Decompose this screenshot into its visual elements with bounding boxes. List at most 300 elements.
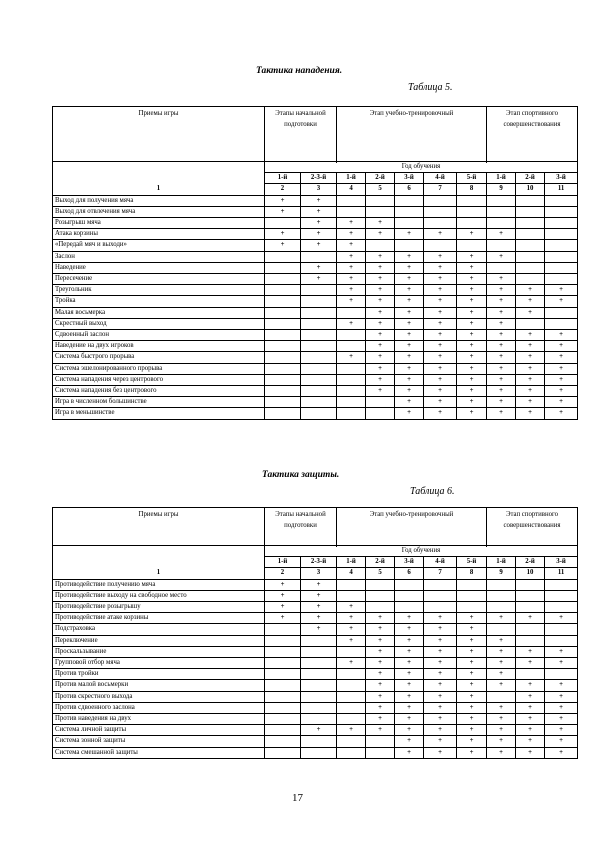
mark-cell: [366, 590, 395, 601]
mark-cell: +: [301, 579, 337, 590]
mark-cell: [457, 590, 487, 601]
mark-cell: [545, 602, 578, 613]
mark-cell: +: [516, 691, 545, 702]
mark-cell: [366, 579, 395, 590]
mark-cell: +: [301, 274, 337, 285]
mark-cell: [395, 602, 424, 613]
mark-cell: +: [424, 296, 457, 307]
mark-cell: [265, 408, 301, 419]
mark-cell: [301, 296, 337, 307]
mark-cell: +: [487, 374, 516, 385]
table-row: [53, 296, 578, 307]
mark-cell: [395, 195, 424, 206]
mark-cell: [265, 352, 301, 363]
mark-cell: +: [395, 646, 424, 657]
mark-cell: +: [337, 251, 366, 262]
mark-cell: [516, 669, 545, 680]
header-stage-training: Этап учебно-тренировочный: [337, 107, 487, 162]
mark-cell: [301, 374, 337, 385]
table-row: [53, 397, 578, 408]
mark-cell: +: [424, 702, 457, 713]
mark-cell: +: [457, 624, 487, 635]
table-row: [53, 680, 578, 691]
mark-cell: +: [487, 341, 516, 352]
technique-name: Выход для отвлечения мяча: [53, 206, 265, 217]
mark-cell: [516, 602, 545, 613]
year-cell: 1-й: [337, 173, 366, 184]
mark-cell: +: [337, 613, 366, 624]
mark-cell: +: [487, 408, 516, 419]
mark-cell: +: [395, 624, 424, 635]
mark-cell: +: [301, 262, 337, 273]
mark-cell: [545, 579, 578, 590]
mark-cell: [395, 218, 424, 229]
technique-name: Розыгрыш мяча: [53, 218, 265, 229]
technique-name: Против тройки: [53, 669, 265, 680]
mark-cell: +: [516, 658, 545, 669]
mark-cell: +: [301, 725, 337, 736]
mark-cell: +: [457, 229, 487, 240]
mark-cell: +: [424, 262, 457, 273]
mark-cell: [424, 590, 457, 601]
mark-cell: [301, 307, 337, 318]
mark-cell: +: [457, 341, 487, 352]
year-label: Год обучения: [265, 162, 578, 173]
mark-cell: [516, 218, 545, 229]
mark-cell: +: [487, 646, 516, 657]
table5: [52, 106, 578, 420]
year-cell: 2-й: [516, 557, 545, 568]
technique-name: Система нападения через центрового: [53, 374, 265, 385]
mark-cell: [265, 635, 301, 646]
mark-cell: [265, 669, 301, 680]
technique-name: Переключение: [53, 635, 265, 646]
mark-cell: +: [516, 702, 545, 713]
column-number-cell: 4: [337, 568, 366, 579]
technique-name: Скрестный выход: [53, 318, 265, 329]
table-row: [53, 363, 578, 374]
year-cell: 2-3-й: [301, 173, 337, 184]
technique-name: Против малой восьмерки: [53, 680, 265, 691]
mark-cell: [301, 669, 337, 680]
mark-cell: +: [457, 262, 487, 273]
mark-cell: +: [395, 680, 424, 691]
technique-name: Атака корзины: [53, 229, 265, 240]
table-row: [53, 341, 578, 352]
mark-cell: +: [424, 363, 457, 374]
mark-cell: +: [395, 747, 424, 758]
mark-cell: +: [516, 374, 545, 385]
table-row: [53, 714, 578, 725]
mark-cell: +: [424, 330, 457, 341]
mark-cell: +: [545, 691, 578, 702]
mark-cell: [424, 206, 457, 217]
mark-cell: +: [424, 646, 457, 657]
mark-cell: +: [457, 635, 487, 646]
mark-cell: +: [395, 613, 424, 624]
mark-cell: +: [457, 680, 487, 691]
mark-cell: +: [457, 725, 487, 736]
mark-cell: +: [395, 736, 424, 747]
mark-cell: +: [265, 240, 301, 251]
mark-cell: +: [545, 397, 578, 408]
mark-cell: +: [337, 318, 366, 329]
mark-cell: [337, 702, 366, 713]
mark-cell: [337, 206, 366, 217]
table-row: [53, 646, 578, 657]
mark-cell: +: [301, 229, 337, 240]
table-row: [53, 658, 578, 669]
mark-cell: +: [516, 307, 545, 318]
mark-cell: +: [366, 613, 395, 624]
mark-cell: +: [424, 635, 457, 646]
mark-cell: [301, 714, 337, 725]
technique-name: Сдвоенный заслон: [53, 330, 265, 341]
mark-cell: +: [301, 602, 337, 613]
header-col1: Приемы игры: [53, 107, 265, 162]
mark-cell: [265, 374, 301, 385]
mark-cell: [457, 240, 487, 251]
mark-cell: +: [366, 262, 395, 273]
mark-cell: +: [487, 307, 516, 318]
mark-cell: +: [457, 330, 487, 341]
mark-cell: [487, 590, 516, 601]
table-row: [53, 262, 578, 273]
mark-cell: +: [366, 307, 395, 318]
table6: [52, 507, 578, 759]
technique-name: Против сдвоенного заслона: [53, 702, 265, 713]
header-col1: Приемы игры: [53, 508, 265, 546]
mark-cell: +: [516, 613, 545, 624]
mark-cell: +: [516, 725, 545, 736]
mark-cell: +: [457, 658, 487, 669]
mark-cell: +: [487, 680, 516, 691]
mark-cell: +: [457, 307, 487, 318]
mark-cell: +: [516, 330, 545, 341]
mark-cell: +: [487, 229, 516, 240]
technique-name: Групповой отбор мяча: [53, 658, 265, 669]
mark-cell: +: [457, 296, 487, 307]
year-cell: 5-й: [457, 557, 487, 568]
column-number-cell: 8: [457, 568, 487, 579]
table-row: [53, 195, 578, 206]
mark-cell: [265, 296, 301, 307]
mark-cell: [337, 669, 366, 680]
mark-cell: [301, 386, 337, 397]
mark-cell: [301, 646, 337, 657]
column-number-cell: 9: [487, 568, 516, 579]
mark-cell: +: [337, 240, 366, 251]
mark-cell: +: [457, 318, 487, 329]
mark-cell: +: [487, 613, 516, 624]
mark-cell: +: [265, 579, 301, 590]
year-cell: 1-й: [337, 557, 366, 568]
mark-cell: +: [301, 613, 337, 624]
mark-cell: [424, 218, 457, 229]
mark-cell: [301, 680, 337, 691]
mark-cell: [265, 262, 301, 273]
mark-cell: +: [545, 285, 578, 296]
mark-cell: [366, 397, 395, 408]
mark-cell: +: [516, 386, 545, 397]
mark-cell: [516, 195, 545, 206]
mark-cell: [301, 318, 337, 329]
mark-cell: +: [366, 285, 395, 296]
mark-cell: +: [265, 195, 301, 206]
technique-name: Противодействие выходу на свободное место: [53, 590, 265, 601]
table-row: [53, 725, 578, 736]
mark-cell: +: [545, 341, 578, 352]
mark-cell: [516, 635, 545, 646]
technique-name: Треугольник: [53, 285, 265, 296]
mark-cell: +: [424, 747, 457, 758]
mark-cell: +: [337, 352, 366, 363]
table-row: [53, 285, 578, 296]
mark-cell: [265, 747, 301, 758]
header-stage-training: Этап учебно-тренировочный: [337, 508, 487, 546]
mark-cell: +: [424, 229, 457, 240]
mark-cell: +: [301, 206, 337, 217]
mark-cell: +: [457, 374, 487, 385]
mark-cell: +: [395, 635, 424, 646]
mark-cell: [457, 602, 487, 613]
year-cell: 3-й: [395, 173, 424, 184]
mark-cell: +: [516, 296, 545, 307]
year-cell: 2-й: [366, 173, 395, 184]
mark-cell: [424, 602, 457, 613]
mark-cell: [265, 624, 301, 635]
mark-cell: [337, 195, 366, 206]
mark-cell: +: [487, 363, 516, 374]
mark-cell: [516, 318, 545, 329]
mark-cell: +: [424, 285, 457, 296]
column-number-cell: 11: [545, 568, 578, 579]
mark-cell: [487, 602, 516, 613]
mark-cell: +: [487, 747, 516, 758]
table-row: [53, 251, 578, 262]
mark-cell: [545, 274, 578, 285]
mark-cell: [457, 206, 487, 217]
year-cell: 3-й: [545, 173, 578, 184]
mark-cell: +: [395, 363, 424, 374]
mark-cell: +: [424, 714, 457, 725]
mark-cell: +: [366, 624, 395, 635]
mark-cell: +: [395, 262, 424, 273]
mark-cell: +: [337, 274, 366, 285]
mark-cell: +: [265, 229, 301, 240]
mark-cell: +: [545, 296, 578, 307]
table-row: [53, 613, 578, 624]
mark-cell: +: [457, 714, 487, 725]
mark-cell: [545, 206, 578, 217]
technique-name: Пересечение: [53, 274, 265, 285]
mark-cell: +: [545, 374, 578, 385]
mark-cell: +: [395, 296, 424, 307]
mark-cell: [424, 240, 457, 251]
mark-cell: +: [457, 285, 487, 296]
mark-cell: [545, 624, 578, 635]
mark-cell: [265, 397, 301, 408]
mark-cell: [301, 341, 337, 352]
technique-name: Система личной защиты: [53, 725, 265, 736]
mark-cell: [337, 579, 366, 590]
mark-cell: [516, 229, 545, 240]
mark-cell: +: [366, 229, 395, 240]
table-row: [53, 736, 578, 747]
mark-cell: +: [487, 736, 516, 747]
mark-cell: [265, 363, 301, 374]
mark-cell: [265, 251, 301, 262]
mark-cell: +: [487, 274, 516, 285]
mark-cell: +: [395, 669, 424, 680]
mark-cell: +: [301, 590, 337, 601]
mark-cell: +: [424, 274, 457, 285]
mark-cell: [545, 307, 578, 318]
technique-name: Система зонной защиты: [53, 736, 265, 747]
mark-cell: +: [516, 352, 545, 363]
column-number-cell: 9: [487, 184, 516, 195]
header-stage-initial: Этапы начальной подготовки: [265, 107, 337, 162]
table-row: [53, 374, 578, 385]
mark-cell: [337, 680, 366, 691]
mark-cell: [265, 702, 301, 713]
mark-cell: +: [516, 363, 545, 374]
mark-cell: [301, 635, 337, 646]
mark-cell: [545, 218, 578, 229]
mark-cell: [265, 658, 301, 669]
mark-cell: [301, 330, 337, 341]
mark-cell: [337, 590, 366, 601]
table-row: [53, 624, 578, 635]
header-stage-initial: Этапы начальной подготовки: [265, 508, 337, 546]
mark-cell: [487, 262, 516, 273]
mark-cell: +: [366, 374, 395, 385]
table-row: [53, 352, 578, 363]
column-number-cell: 8: [457, 184, 487, 195]
mark-cell: +: [424, 691, 457, 702]
mark-cell: [337, 330, 366, 341]
table-row: [53, 408, 578, 419]
mark-cell: +: [337, 218, 366, 229]
mark-cell: +: [366, 218, 395, 229]
table-row: [53, 229, 578, 240]
mark-cell: +: [457, 646, 487, 657]
mark-cell: [487, 240, 516, 251]
mark-cell: +: [424, 658, 457, 669]
mark-cell: [301, 658, 337, 669]
mark-cell: +: [457, 397, 487, 408]
year-cell: 3-й: [545, 557, 578, 568]
mark-cell: [366, 206, 395, 217]
mark-cell: [337, 691, 366, 702]
mark-cell: +: [516, 714, 545, 725]
mark-cell: +: [545, 646, 578, 657]
mark-cell: +: [395, 307, 424, 318]
mark-cell: [265, 307, 301, 318]
column-number-cell: 3: [301, 184, 337, 195]
mark-cell: +: [545, 330, 578, 341]
mark-cell: +: [457, 613, 487, 624]
mark-cell: +: [395, 374, 424, 385]
table-row: [53, 602, 578, 613]
mark-cell: [545, 590, 578, 601]
mark-cell: [301, 397, 337, 408]
mark-cell: +: [487, 352, 516, 363]
technique-name: Против скрестного выхода: [53, 691, 265, 702]
mark-cell: +: [487, 725, 516, 736]
mark-cell: [424, 579, 457, 590]
mark-cell: +: [395, 397, 424, 408]
mark-cell: [516, 590, 545, 601]
mark-cell: [545, 318, 578, 329]
mark-cell: +: [457, 669, 487, 680]
column-number-cell: 6: [395, 184, 424, 195]
mark-cell: +: [337, 262, 366, 273]
year-label: Год обучения: [265, 546, 578, 557]
column-number-cell: 5: [366, 568, 395, 579]
mark-cell: +: [265, 206, 301, 217]
mark-cell: [516, 262, 545, 273]
year-cell: 2-3-й: [301, 557, 337, 568]
mark-cell: [265, 341, 301, 352]
technique-name: Противодействие атаке корзины: [53, 613, 265, 624]
mark-cell: [265, 736, 301, 747]
mark-cell: +: [366, 296, 395, 307]
mark-cell: +: [516, 680, 545, 691]
mark-cell: +: [301, 218, 337, 229]
header-stage-sport: Этап спортивного совершенствования: [487, 107, 578, 162]
column-number-cell: 2: [265, 568, 301, 579]
mark-cell: +: [424, 307, 457, 318]
technique-name: Проскальзывание: [53, 646, 265, 657]
mark-cell: +: [424, 374, 457, 385]
mark-cell: [265, 725, 301, 736]
mark-cell: [395, 240, 424, 251]
mark-cell: [366, 602, 395, 613]
mark-cell: +: [457, 408, 487, 419]
technique-name: Система эшелонированного прорыва: [53, 363, 265, 374]
mark-cell: +: [395, 386, 424, 397]
table-row: [53, 579, 578, 590]
technique-name: Наведение на двух игроков: [53, 341, 265, 352]
mark-cell: +: [457, 251, 487, 262]
mark-cell: [545, 229, 578, 240]
mark-cell: +: [337, 602, 366, 613]
mark-cell: +: [545, 680, 578, 691]
year-cell: 1-й: [265, 557, 301, 568]
mark-cell: +: [424, 669, 457, 680]
mark-cell: [516, 579, 545, 590]
mark-cell: +: [487, 702, 516, 713]
technique-name: Система смешанной защиты: [53, 747, 265, 758]
mark-cell: [487, 218, 516, 229]
table-row: [53, 307, 578, 318]
mark-cell: +: [366, 714, 395, 725]
table5-number: Таблица 5.: [408, 82, 453, 93]
mark-cell: [301, 352, 337, 363]
year-cell: 1-й: [487, 173, 516, 184]
mark-cell: [395, 579, 424, 590]
mark-cell: [424, 195, 457, 206]
mark-cell: +: [424, 736, 457, 747]
mark-cell: +: [301, 624, 337, 635]
mark-cell: [395, 206, 424, 217]
mark-cell: +: [457, 691, 487, 702]
table-row: [53, 318, 578, 329]
column-number-cell: 3: [301, 568, 337, 579]
mark-cell: +: [545, 736, 578, 747]
mark-cell: [301, 691, 337, 702]
